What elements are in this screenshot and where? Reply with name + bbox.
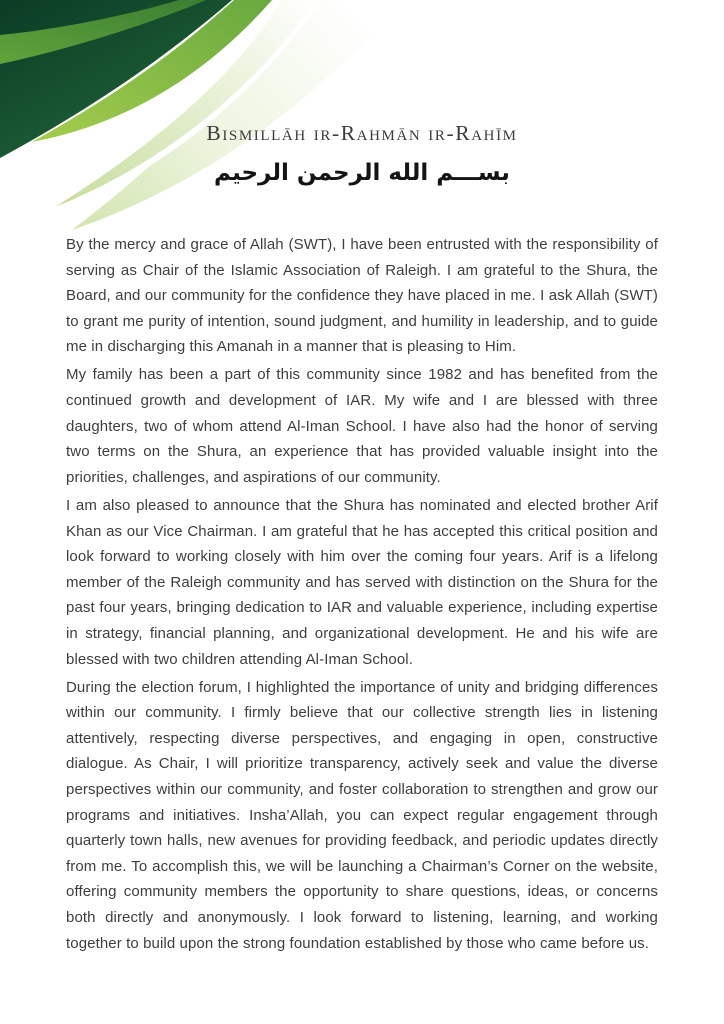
letter-paragraph-2: My family has been a part of this community since 1982 and has benefited from the continued growth and development of IAR. My wife and I are blessed with three daughters, two of whom attend Al-Iman School. I have also had the honor of serving two terms on the Shura, an experience that has provided valuable insight into the priorities, challenges, and aspirations of our community. <box>66 366 658 486</box>
basmala-calligraphy: بســـم الله الرحمن الرحيم <box>214 160 510 186</box>
letter-paragraph-3: I am also pleased to announce that the Shura has nominated and elected brother Arif Khan as our Vice Chairman. I am grateful that he has accepted this critical position and look forward to working closely with him over the coming four years. Arif is a lifelong member of the Raleigh community and has served with distinction on the Shura for the past four years, bringing dedication to IAR and valuable experience, including expertise in strategy, financial planning, and organizational development. He and his wife are blessed with two children attending Al-Iman School. <box>66 496 658 668</box>
bismillah-title: Bismillāh ir-Rahmān ir-Rahīm <box>206 121 518 145</box>
letter-body <box>66 232 658 959</box>
header-swoosh-graphic <box>0 0 392 232</box>
letter-paragraph-4: During the election forum, I highlighted the importance of unity and bridging differences within our community. I firmly believe that our collective strength lies in listening attentively, respecting diverse perspectives, and engaging in open, constructive dialogue. As Chair, I will prioritize transparency, actively seek and value the diverse perspectives within our community, and foster collaboration to strengthen and grow our programs and initiatives. Insha’Allah, you can expect regular engagement through quarterly town halls, new avenues for providing feedback, and periodic updates directly from me. To accomplish this, we will be launching a Chairman’s Corner on the website, offering community members the opportunity to share questions, ideas, or concerns both directly and anonymously. I look forward to listening, learning, and working together to build upon the strong foundation established by those who came before us. <box>66 678 658 952</box>
letter-paragraph-1: By the mercy and grace of Allah (SWT), I have been entrusted with the responsibility of serving as Chair of the Islamic Association of Raleigh. I am grateful to the Shura, the Board, and our community for the confidence they have placed in me. I ask Allah (SWT) to grant me purity of intention, sound judgment, and humility in leadership, and to guide me in discharging this Amanah in a manner that is pleasing to Him. <box>66 236 658 356</box>
